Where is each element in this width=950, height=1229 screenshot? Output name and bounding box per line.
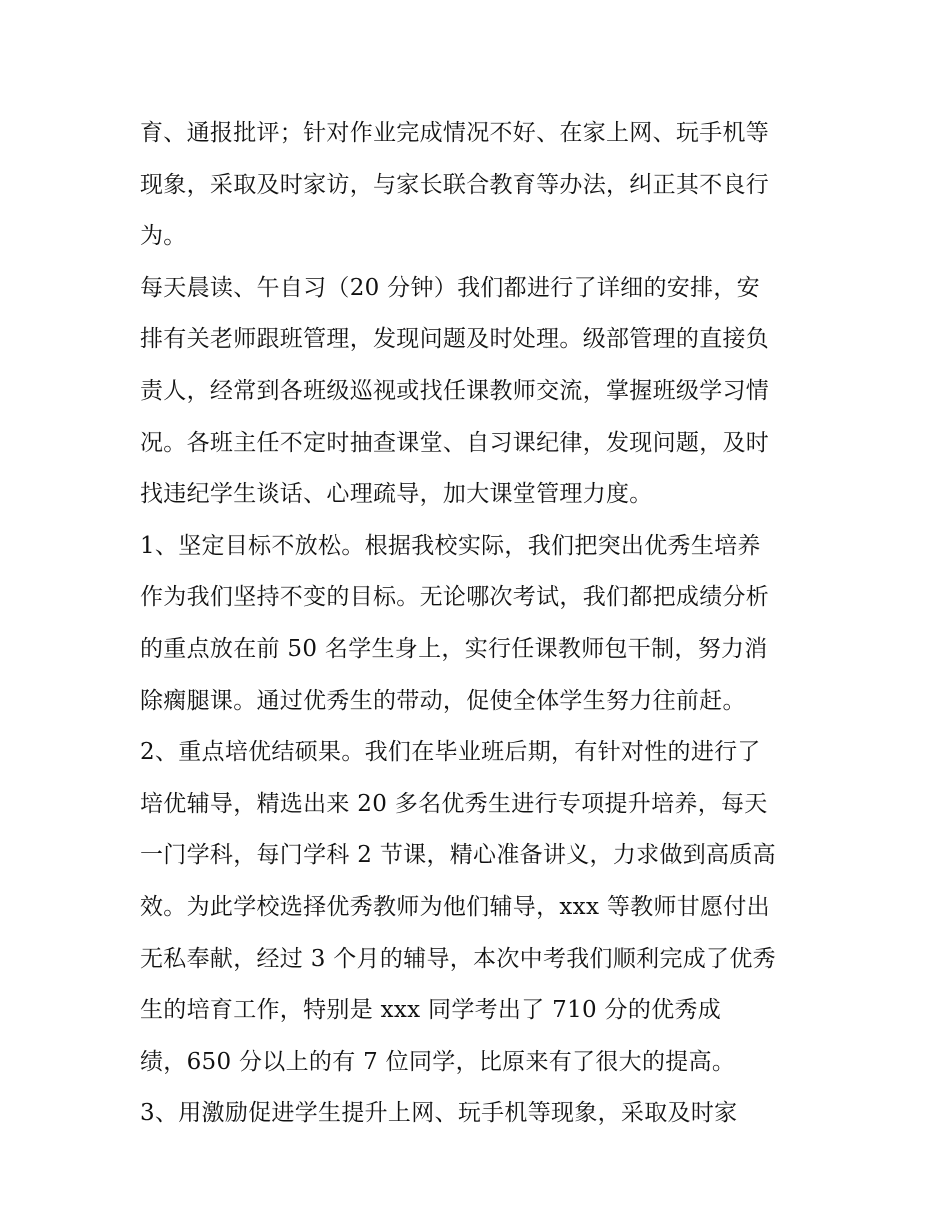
text-line: 责人，经常到各班级巡视或找任课教师交流，掌握班级学习情 — [140, 377, 770, 404]
text-line: 1、坚定目标不放松。根据我校实际，我们把突出优秀生培养 — [140, 532, 761, 559]
text-line: 绩，650 分以上的有 7 位同学，比原来有了很大的提高。 — [140, 1048, 736, 1075]
text-line: 培优辅导，精选出来 20 多名优秀生进行专项提升培养，每天 — [140, 790, 768, 817]
text-line: 一门学科，每门学科 2 节课，精心准备讲义，力求做到高质高 — [140, 842, 776, 869]
text-line: 效。为此学校选择优秀教师为他们辅导，xxx 等教师甘愿付出 — [140, 893, 770, 920]
text-line: 无私奉献，经过 3 个月的辅导，本次中考我们顺利完成了优秀 — [140, 945, 776, 972]
text-line: 2、重点培优结硕果。我们在毕业班后期，有针对性的进行了 — [140, 739, 761, 766]
text-line: 况。各班主任不定时抽查课堂、自习课纪律，发现问题，及时 — [140, 429, 770, 456]
text-line: 育、通报批评；针对作业完成情况不好、在家上网、玩手机等 — [140, 120, 770, 146]
text-line: 每天晨读、午自习（20 分钟）我们都进行了详细的安排，安 — [140, 274, 760, 301]
text-line: 生的培育工作，特别是 xxx 同学考出了 710 分的优秀成 — [140, 997, 722, 1024]
text-line: 3、用激励促进学生提升上网、玩手机等现象，采取及时家 — [140, 1100, 738, 1127]
body-text — [140, 108, 820, 1140]
text-line: 除瘸腿课。通过优秀生的带动，促使全体学生努力往前赶。 — [140, 687, 746, 714]
text-line: 排有关老师跟班管理，发现问题及时处理。级部管理的直接负 — [140, 326, 770, 353]
text-line: 作为我们坚持不变的目标。无论哪次考试，我们都把成绩分析 — [140, 584, 770, 611]
text-line: 现象，采取及时家访，与家长联合教育等办法，纠正其不良行 — [140, 171, 770, 198]
text-line: 为。 — [140, 223, 187, 250]
text-line: 的重点放在前 50 名学生身上，实行任课教师包干制，努力消 — [140, 635, 768, 662]
text-line: 找违纪学生谈话、心理疏导，加大课堂管理力度。 — [140, 481, 653, 508]
